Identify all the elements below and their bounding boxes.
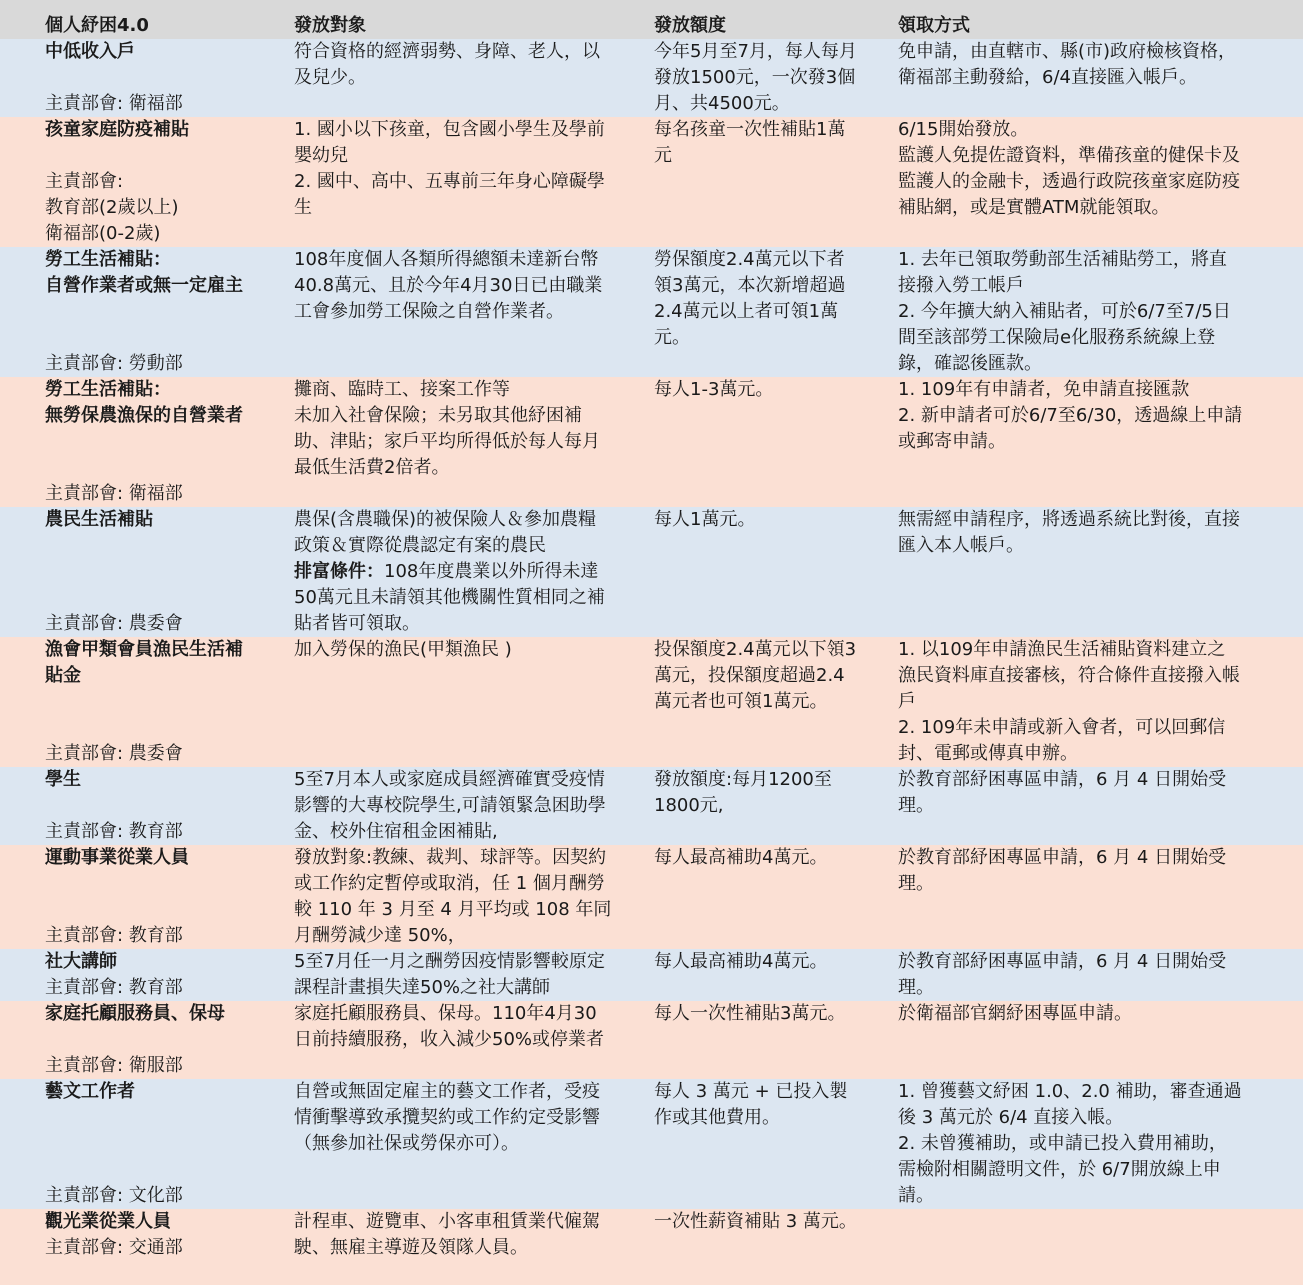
target-condition-label: 排富條件： bbox=[294, 561, 384, 582]
amount-cell: 每人1-3萬元。 bbox=[654, 379, 774, 400]
target-cell: 5至7月任一月之酬勞因疫情影響較原定課程計畫損失達50%之社大講師 bbox=[294, 951, 605, 998]
table-row bbox=[0, 39, 1303, 117]
method-cell: 1. 109年有申請者，免申請直接匯款 2. 新申請者可於6/7至6/30，透過線上申請或郵寄申請。 bbox=[898, 379, 1243, 452]
responsible-dept: 主責部會: 衛服部 bbox=[45, 1055, 183, 1076]
table-row bbox=[0, 247, 1303, 377]
header-program: 個人紓困4.0 bbox=[45, 15, 149, 36]
responsible-dept: 主責部會: 勞動部 bbox=[45, 353, 183, 374]
target-cell: 符合資格的經濟弱勢、身障、老人，以及兒少。 bbox=[294, 41, 600, 88]
table-row bbox=[0, 845, 1303, 949]
program-name: 農民生活補貼 bbox=[45, 509, 153, 530]
table-row bbox=[0, 1209, 1303, 1285]
method-cell bbox=[864, 1209, 1303, 1285]
program-cell bbox=[0, 377, 260, 507]
header-target: 發放對象 bbox=[294, 15, 366, 36]
amount-cell: 一次性薪資補貼 3 萬元。 bbox=[654, 1211, 857, 1232]
program-name: 社大講師 bbox=[45, 951, 117, 972]
target-cell: 加入勞保的漁民(甲類漁民 ) bbox=[294, 639, 512, 660]
amount-cell: 發放額度:每月1200至1800元, bbox=[654, 769, 832, 816]
program-cell bbox=[0, 845, 260, 949]
program-name: 勞工生活補貼： 自營作業者或無一定雇主 bbox=[45, 249, 243, 296]
program-cell bbox=[0, 637, 260, 767]
table-row bbox=[0, 507, 1303, 637]
program-name: 家庭托顧服務員、保母 bbox=[45, 1003, 225, 1024]
amount-cell: 今年5月至7月，每人每月發放1500元，一次發3個月、共4500元。 bbox=[654, 41, 857, 114]
program-name: 運動事業從業人員 bbox=[45, 847, 189, 868]
table-row bbox=[0, 767, 1303, 845]
responsible-dept: 主責部會: 衛福部 bbox=[45, 93, 183, 114]
responsible-dept: 主責部會: 文化部 bbox=[45, 1185, 183, 1206]
program-name: 勞工生活補貼： 無勞保農漁保的自營業者 bbox=[45, 379, 243, 426]
table-row bbox=[0, 637, 1303, 767]
amount-cell: 勞保額度2.4萬元以下者領3萬元，本次新增超過2.4萬元以上者可領1萬元。 bbox=[654, 249, 846, 348]
target-condition-text: 108年度農業以外所得未達50萬元且未請領其他機關性質相同之補貼者皆可領取。 bbox=[294, 561, 605, 634]
table-row bbox=[0, 1079, 1303, 1209]
target-text: 農保(含農職保)的被保險人＆參加農糧政策＆實際從農認定有案的農民 bbox=[294, 509, 597, 556]
responsible-dept: 主責部會: 教育部 bbox=[45, 925, 183, 946]
responsible-dept: 主責部會: 教育部 bbox=[45, 977, 183, 998]
responsible-dept: 主責部會: 交通部 bbox=[45, 1237, 183, 1258]
program-name: 藝文工作者 bbox=[45, 1081, 135, 1102]
target-cell: 攤商、臨時工、接案工作等 未加入社會保險；未另取其他紓困補助、津貼；家戶平均所得低於每人每月最低生活費2倍者。 bbox=[294, 379, 600, 478]
program-cell bbox=[0, 1001, 260, 1079]
amount-cell: 每人 3 萬元 + 已投入製作或其他費用。 bbox=[654, 1081, 848, 1128]
program-cell bbox=[0, 247, 260, 377]
program-name: 學生 bbox=[45, 769, 81, 790]
method-cell: 1. 曾獲藝文紓困 1.0、2.0 補助，審查通過後 3 萬元於 6/4 直接入帳。 2. 未曾獲補助，或申請已投入費用補助，需檢附相關證明文件，於 6/7開放線上申請。 bbox=[898, 1081, 1242, 1206]
program-cell bbox=[0, 1079, 260, 1209]
table-header-row bbox=[0, 0, 1303, 39]
method-cell: 1. 去年已領取勞動部生活補貼勞工，將直接撥入勞工帳戶 2. 今年擴大納入補貼者，可於6/7至7/5日間至該部勞工保險局e化服務系統線上登錄，確認後匯款。 bbox=[898, 249, 1231, 374]
header-amount: 發放額度 bbox=[654, 15, 726, 36]
method-cell: 無需經申請程序，將透過系統比對後，直接匯入本人帳戶。 bbox=[898, 509, 1240, 556]
table-row bbox=[0, 1001, 1303, 1079]
method-cell: 1. 以109年申請漁民生活補貼資料建立之漁民資料庫直接審核，符合條件直接撥入帳戶 2. 109年未申請或新入會者，可以回郵信封、電郵或傳真申辦。 bbox=[898, 639, 1240, 764]
target-cell: 發放對象:教練、裁判、球評等。因契約或工作約定暫停或取消，任 1 個月酬勞較 110 年 3 月至 4 月平均或 108 年同月酬勞減少達 50%， bbox=[294, 847, 612, 946]
table-row bbox=[0, 117, 1303, 247]
method-cell: 於教育部紓困專區申請，6 月 4 日開始受理。 bbox=[898, 769, 1227, 816]
responsible-dept: 主責部會: 教育部(2歲以上) 衛福部(0-2歲) bbox=[45, 171, 179, 244]
amount-cell: 投保額度2.4萬元以下領3萬元，投保額度超過2.4萬元者也可領1萬元。 bbox=[654, 639, 857, 712]
program-cell bbox=[0, 1209, 260, 1285]
target-cell bbox=[260, 507, 620, 637]
method-cell: 於教育部紓困專區申請，6 月 4 日開始受理。 bbox=[898, 847, 1227, 894]
amount-cell: 每名孩童一次性補貼1萬元 bbox=[654, 119, 846, 166]
responsible-dept: 主責部會: 農委會 bbox=[45, 743, 183, 764]
target-cell: 自營或無固定雇主的藝文工作者，受疫情衝擊導致承攬契約或工作約定受影響（無參加社保或勞保亦可）。 bbox=[294, 1081, 600, 1154]
program-cell bbox=[0, 767, 260, 845]
method-cell: 於衛福部官網紓困專區申請。 bbox=[898, 1003, 1132, 1024]
program-cell bbox=[0, 949, 260, 1001]
program-cell bbox=[0, 507, 260, 637]
program-name: 漁會甲類會員漁民生活補貼金 bbox=[45, 639, 243, 686]
amount-cell: 每人1萬元。 bbox=[654, 509, 756, 530]
target-cell: 5至7月本人或家庭成員經濟確實受疫情影響的大專校院學生,可請領緊急困助學金、校外住宿租金困補貼, bbox=[294, 769, 606, 842]
method-cell: 免申請，由直轄市、縣(市)政府檢核資格，衛福部主動發給，6/4直接匯入帳戶。 bbox=[898, 41, 1237, 88]
responsible-dept: 主責部會: 教育部 bbox=[45, 821, 183, 842]
table-row bbox=[0, 377, 1303, 507]
header-method: 領取方式 bbox=[898, 15, 970, 36]
program-cell bbox=[0, 117, 260, 247]
table-row bbox=[0, 949, 1303, 1001]
method-cell: 於教育部紓困專區申請，6 月 4 日開始受理。 bbox=[898, 951, 1227, 998]
method-cell: 6/15開始發放。 監護人免提佐證資料，準備孩童的健保卡及監護人的金融卡，透過行政院孩童家庭防疫補貼網，或是實體ATM就能領取。 bbox=[898, 119, 1240, 218]
program-name: 中低收入戶 bbox=[45, 41, 135, 62]
responsible-dept: 主責部會: 農委會 bbox=[45, 613, 183, 634]
target-cell: 家庭托顧服務員、保母。110年4月30日前持續服務，收入減少50%或停業者 bbox=[294, 1003, 605, 1050]
target-cell: 計程車、遊覽車、小客車租賃業代僱駕駛、無雇主導遊及領隊人員。 bbox=[294, 1211, 600, 1258]
program-cell bbox=[0, 39, 260, 117]
amount-cell: 每人最高補助4萬元。 bbox=[654, 951, 828, 972]
target-cell: 1. 國小以下孩童，包含國小學生及學前嬰幼兒 2. 國中、高中、五專前三年身心障礙學生 bbox=[294, 119, 605, 218]
program-name: 觀光業從業人員 bbox=[45, 1211, 171, 1232]
amount-cell: 每人一次性補貼3萬元。 bbox=[654, 1003, 846, 1024]
amount-cell: 每人最高補助4萬元。 bbox=[654, 847, 828, 868]
program-name: 孩童家庭防疫補貼 bbox=[45, 119, 189, 140]
responsible-dept: 主責部會: 衛福部 bbox=[45, 483, 183, 504]
target-cell: 108年度個人各類所得總額未達新台幣40.8萬元、且於今年4月30日已由職業工會參加勞工保險之自營作業者。 bbox=[294, 249, 603, 322]
